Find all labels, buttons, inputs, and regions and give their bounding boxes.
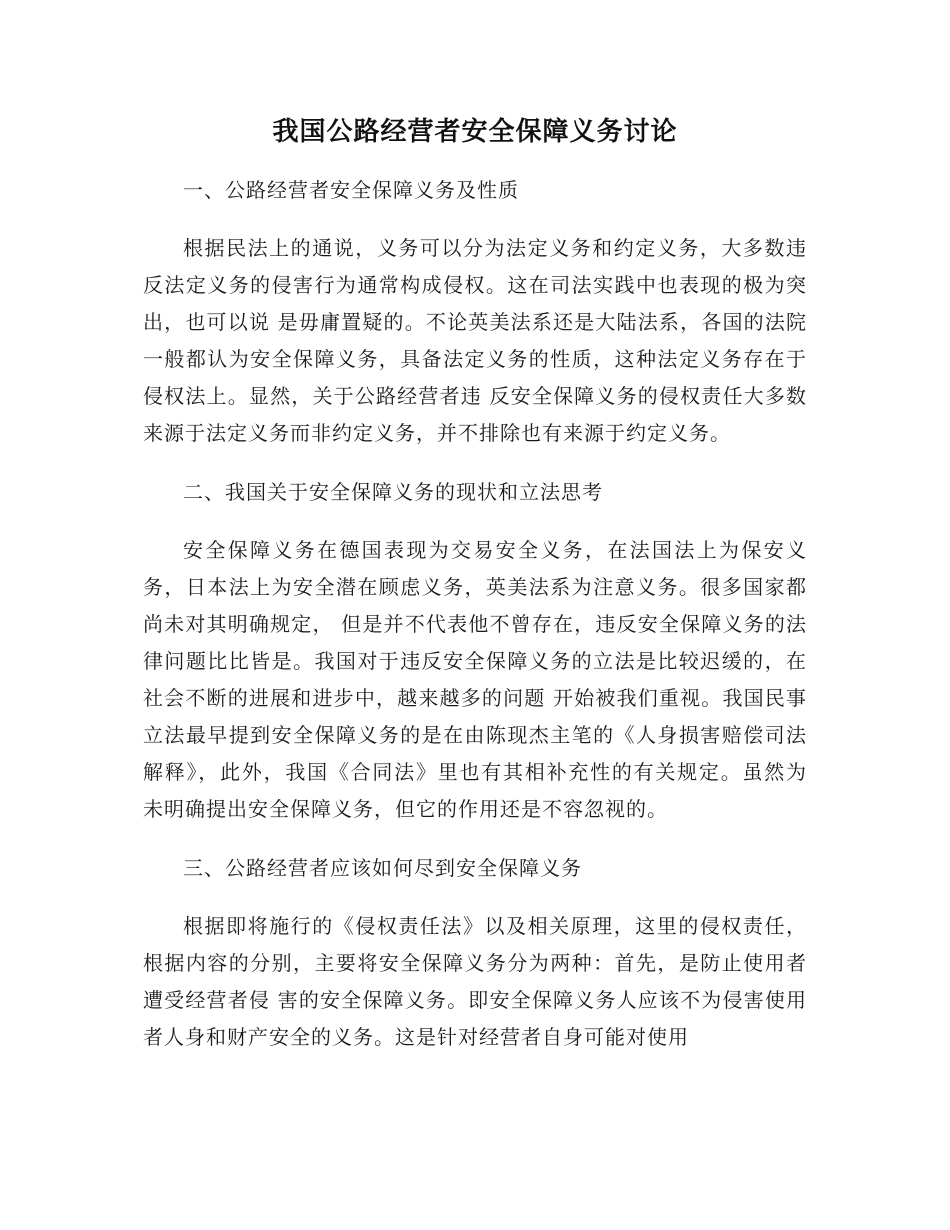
section-heading-1: 一、公路经营者安全保障义务及性质 bbox=[183, 178, 519, 202]
section-body-3: 根据即将施行的《侵权责任法》以及相关原理，这里的侵权责任，根据内容的分别，主要将安全保障义务分为两种：首先，是防止使用者遭受经营者侵 害的安全保障义务。即安全保障义务人应该不为侵害使用者人身和财产安全的义务。这是针对经营者自身可能对使用 bbox=[143, 914, 807, 1049]
section-heading-3: 三、公路经营者应该如何尽到安全保障义务 bbox=[183, 856, 582, 880]
section-heading-2: 二、我国关于安全保障义务的现状和立法思考 bbox=[183, 480, 603, 504]
document-title: 我国公路经营者安全保障义务讨论 bbox=[272, 117, 678, 147]
section-body-2: 安全保障义务在德国表现为交易安全义务，在法国法上为保安义务，日本法上为安全潜在顾虑义务，英美法系为注意义务。很多国家都尚未对其明确规定， 但是并不代表他不曾存在，违反安全保障义务的法律问题比比皆是。我国对于违反安全保障义务的立法是比较迟缓的，在社会不断的进展和进步中，越来越多的问题 开始被我们重视。我国民事立法最早提到安全保障义务的是在由陈现杰主笔的《人身损害赔偿司法解释》，此外，我国《合同法》里也有其相补充性的有关规定。虽然为 未明确提出安全保障义务，但它的作用还是不容忽视的。 bbox=[143, 538, 807, 821]
section-body-1: 根据民法上的通说，义务可以分为法定义务和约定义务，大多数违反法定义务的侵害行为通常构成侵权。这在司法实践中也表现的极为突出，也可以说 是毋庸置疑的。不论英美法系还是大陆法系，各国的法院一般都认为安全保障义务，具备法定义务的性质，这种法定义务存在于侵权法上。显然，关于公路经营者违 反安全保障义务的侵权责任大多数来源于法定义务而非约定义务，并不排除也有来源于约定义务。 bbox=[143, 236, 807, 445]
document-page bbox=[143, 112, 807, 1080]
